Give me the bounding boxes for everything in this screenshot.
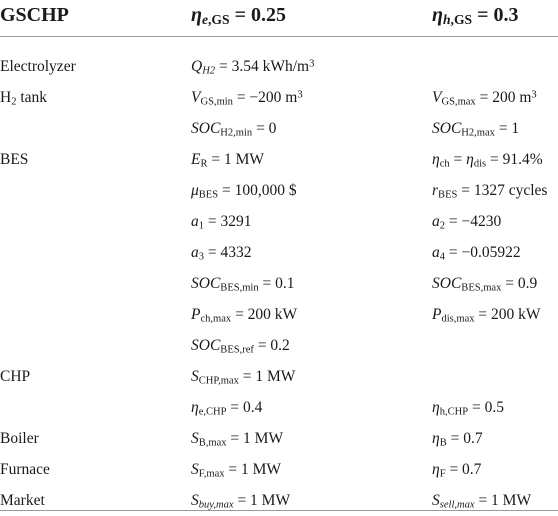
- param-value: = −4230: [445, 213, 502, 230]
- param-symbol: V: [432, 89, 442, 106]
- param-value: = 3.54 kWh/m: [215, 58, 310, 75]
- table-row: [0, 299, 558, 330]
- header-col0-text: GSCHP: [0, 4, 69, 26]
- header-col1: [191, 0, 286, 36]
- param-subscript: H2,max: [461, 127, 495, 139]
- param-symbol: η: [432, 430, 440, 447]
- row-label-text: Boiler: [0, 430, 39, 447]
- param-cell: [191, 423, 283, 454]
- param-value: = 0.4: [226, 399, 263, 416]
- header-col1-value: = 0.25: [229, 4, 286, 26]
- param-cell: [191, 361, 295, 392]
- param-value: = −0.05922: [445, 244, 521, 261]
- param-cell: [191, 144, 264, 175]
- row-label-text: Market: [0, 492, 45, 509]
- param-symbol: S: [432, 492, 440, 509]
- param-cell: [191, 392, 262, 423]
- row-label-subscript: 2: [11, 96, 17, 108]
- param-value: = 1327 cycles: [457, 182, 548, 199]
- table-row: [0, 330, 558, 361]
- param-cell: [432, 485, 531, 516]
- param-value: = 4332: [204, 244, 252, 261]
- table-row: [0, 237, 558, 268]
- row-label-text: CHP: [0, 368, 31, 385]
- param-subscript: BES: [438, 189, 458, 201]
- param-subscript: BES,ref: [220, 344, 254, 356]
- param-symbol: SOC: [191, 337, 221, 354]
- param-subscript: H2,min: [220, 127, 253, 139]
- table-row: [0, 206, 558, 237]
- table-row: [0, 423, 558, 454]
- param-subscript: dis: [473, 158, 487, 170]
- param-cell: [432, 268, 537, 299]
- param-value: = 0.7: [446, 430, 483, 447]
- table-row: [0, 392, 558, 423]
- param-cell: [432, 113, 519, 144]
- row-label: [0, 485, 45, 516]
- param-cell: [191, 485, 290, 516]
- param-subscript: BES,max: [461, 282, 502, 294]
- param-value: = 200 kW: [474, 306, 541, 323]
- param-cell: [432, 237, 521, 268]
- param-subscript: GS,min: [200, 96, 233, 108]
- param-subscript: 3: [198, 251, 205, 263]
- param-symbol: P: [432, 306, 442, 323]
- param-subscript: sell,max: [439, 499, 475, 511]
- param-subscript: dis,max: [441, 313, 475, 325]
- header-col2: [432, 0, 519, 36]
- param-value: = 200 m: [475, 89, 532, 106]
- param-cell: [191, 299, 297, 330]
- row-label-text: Furnace: [0, 461, 50, 478]
- header-col2-value: = 0.3: [472, 4, 519, 26]
- table-row: [0, 113, 558, 144]
- param-symbol: S: [191, 461, 199, 478]
- header-col2-sub-italic: h: [442, 11, 451, 27]
- table-row: [0, 361, 558, 392]
- row-label-text: Electrolyzer: [0, 58, 76, 75]
- param-value: = 1 MW: [474, 492, 532, 509]
- param-symbol: μ: [191, 182, 199, 199]
- param-cell: [191, 82, 303, 113]
- row-label: [0, 144, 28, 175]
- param-symbol: S: [191, 430, 199, 447]
- param-value: = 1 MW: [233, 492, 291, 509]
- param-subscript: B,max: [198, 437, 227, 449]
- param-cell: [432, 299, 541, 330]
- header-col1-sub: ,GS: [208, 11, 230, 27]
- row-label-text: BES: [0, 151, 29, 168]
- param-subscript: R: [200, 158, 208, 170]
- param-symbol: a: [191, 213, 199, 230]
- row-label: [0, 51, 76, 82]
- param-symbol: SOC: [432, 275, 462, 292]
- table-row: [0, 51, 558, 82]
- param-value: = 0.9: [501, 275, 538, 292]
- param-value: = 3291: [204, 213, 252, 230]
- param-symbol: η: [432, 461, 440, 478]
- param-symbol: a: [432, 213, 440, 230]
- param-cell: [191, 175, 297, 206]
- header-col2-symbol: η: [432, 4, 443, 26]
- bottom-rule: [0, 510, 558, 511]
- param-value: = 0.1: [258, 275, 295, 292]
- param-value: = 1 MW: [238, 368, 296, 385]
- header-col2-sub: ,GS: [450, 11, 473, 27]
- table-row: [0, 454, 558, 485]
- param-subscript: 2: [439, 220, 446, 232]
- param-cell: [191, 113, 276, 144]
- param-subscript: buy,max: [198, 499, 234, 511]
- header-col0: [0, 0, 69, 36]
- param-cell: [432, 82, 537, 113]
- row-label: [0, 423, 39, 454]
- param-superscript: 3: [531, 89, 537, 101]
- param-subscript: CHP,max: [198, 375, 239, 387]
- param-subscript: ch: [439, 158, 450, 170]
- param-subscript: GS,max: [441, 96, 476, 108]
- row-label: [0, 454, 50, 485]
- param-cell: [191, 51, 314, 82]
- param-subscript: h,CHP: [439, 406, 469, 418]
- param-value: = 0: [252, 120, 277, 137]
- param-symbol: P: [191, 306, 201, 323]
- param-cell: [432, 423, 483, 454]
- param-cell: [191, 237, 252, 268]
- header-col1-symbol: η: [191, 4, 202, 26]
- param-value: = 1 MW: [226, 430, 284, 447]
- table-row: [0, 82, 558, 113]
- param-symbol: SOC: [191, 120, 221, 137]
- param-subscript: 1: [198, 220, 205, 232]
- param-value: = 91.4%: [486, 151, 543, 168]
- param-value: = 1: [494, 120, 520, 137]
- row-label: [0, 82, 47, 113]
- param-symbol: η: [432, 399, 440, 416]
- param-value: = 100,000 $: [218, 182, 297, 199]
- param-symbol: η: [191, 399, 199, 416]
- param-subscript: H2: [202, 65, 216, 77]
- param-value: = 1 MW: [224, 461, 282, 478]
- param-symbol: r: [432, 182, 439, 199]
- param-value: = 0.2: [253, 337, 290, 354]
- param-symbol: SOC: [191, 275, 221, 292]
- table-row: [0, 485, 558, 516]
- param-value: = 0.7: [445, 461, 482, 478]
- param-cell: [191, 330, 290, 361]
- param-cell: [432, 206, 501, 237]
- param-subscript: BES: [198, 189, 219, 201]
- row-label: [0, 361, 30, 392]
- row-label-text: H: [0, 89, 12, 106]
- row-label-rest: tank: [16, 89, 48, 106]
- param-value: =: [449, 151, 467, 168]
- param-subscript: 4: [439, 251, 446, 263]
- param-cell: [432, 392, 504, 423]
- param-superscript: 3: [309, 58, 315, 70]
- param-symbol: a: [432, 244, 440, 261]
- param-symbol: S: [191, 492, 199, 509]
- header-col1-sub-italic: e: [201, 11, 209, 27]
- param-symbol: SOC: [432, 120, 462, 137]
- param-subscript: B: [439, 437, 447, 449]
- param-subscript: F: [439, 468, 446, 480]
- param-value: = −200 m: [232, 89, 298, 106]
- param-symbol: η: [432, 151, 440, 168]
- param-subscript: e,CHP: [198, 406, 227, 418]
- param-value: = 1 MW: [207, 151, 265, 168]
- param-symbol: S: [191, 368, 199, 385]
- param-symbol: a: [191, 244, 199, 261]
- param-symbol: Q: [191, 58, 203, 75]
- param-cell: [191, 454, 281, 485]
- param-cell: [432, 175, 547, 206]
- param-symbol: E: [191, 151, 201, 168]
- param-cell: [432, 454, 481, 485]
- param-subscript: F,max: [198, 468, 225, 480]
- param-symbol: η: [466, 151, 474, 168]
- param-cell: [432, 144, 543, 175]
- table-row: [0, 175, 558, 206]
- param-subscript: BES,min: [220, 282, 259, 294]
- param-cell: [191, 206, 252, 237]
- param-value: = 0.5: [468, 399, 504, 416]
- table-row: [0, 144, 558, 175]
- table-row: [0, 268, 558, 299]
- param-cell: [191, 268, 295, 299]
- header-rule: [0, 36, 558, 37]
- param-superscript: 3: [297, 89, 303, 101]
- param-value: = 200 kW: [231, 306, 298, 323]
- param-symbol: V: [191, 89, 201, 106]
- param-subscript: ch,max: [200, 313, 232, 325]
